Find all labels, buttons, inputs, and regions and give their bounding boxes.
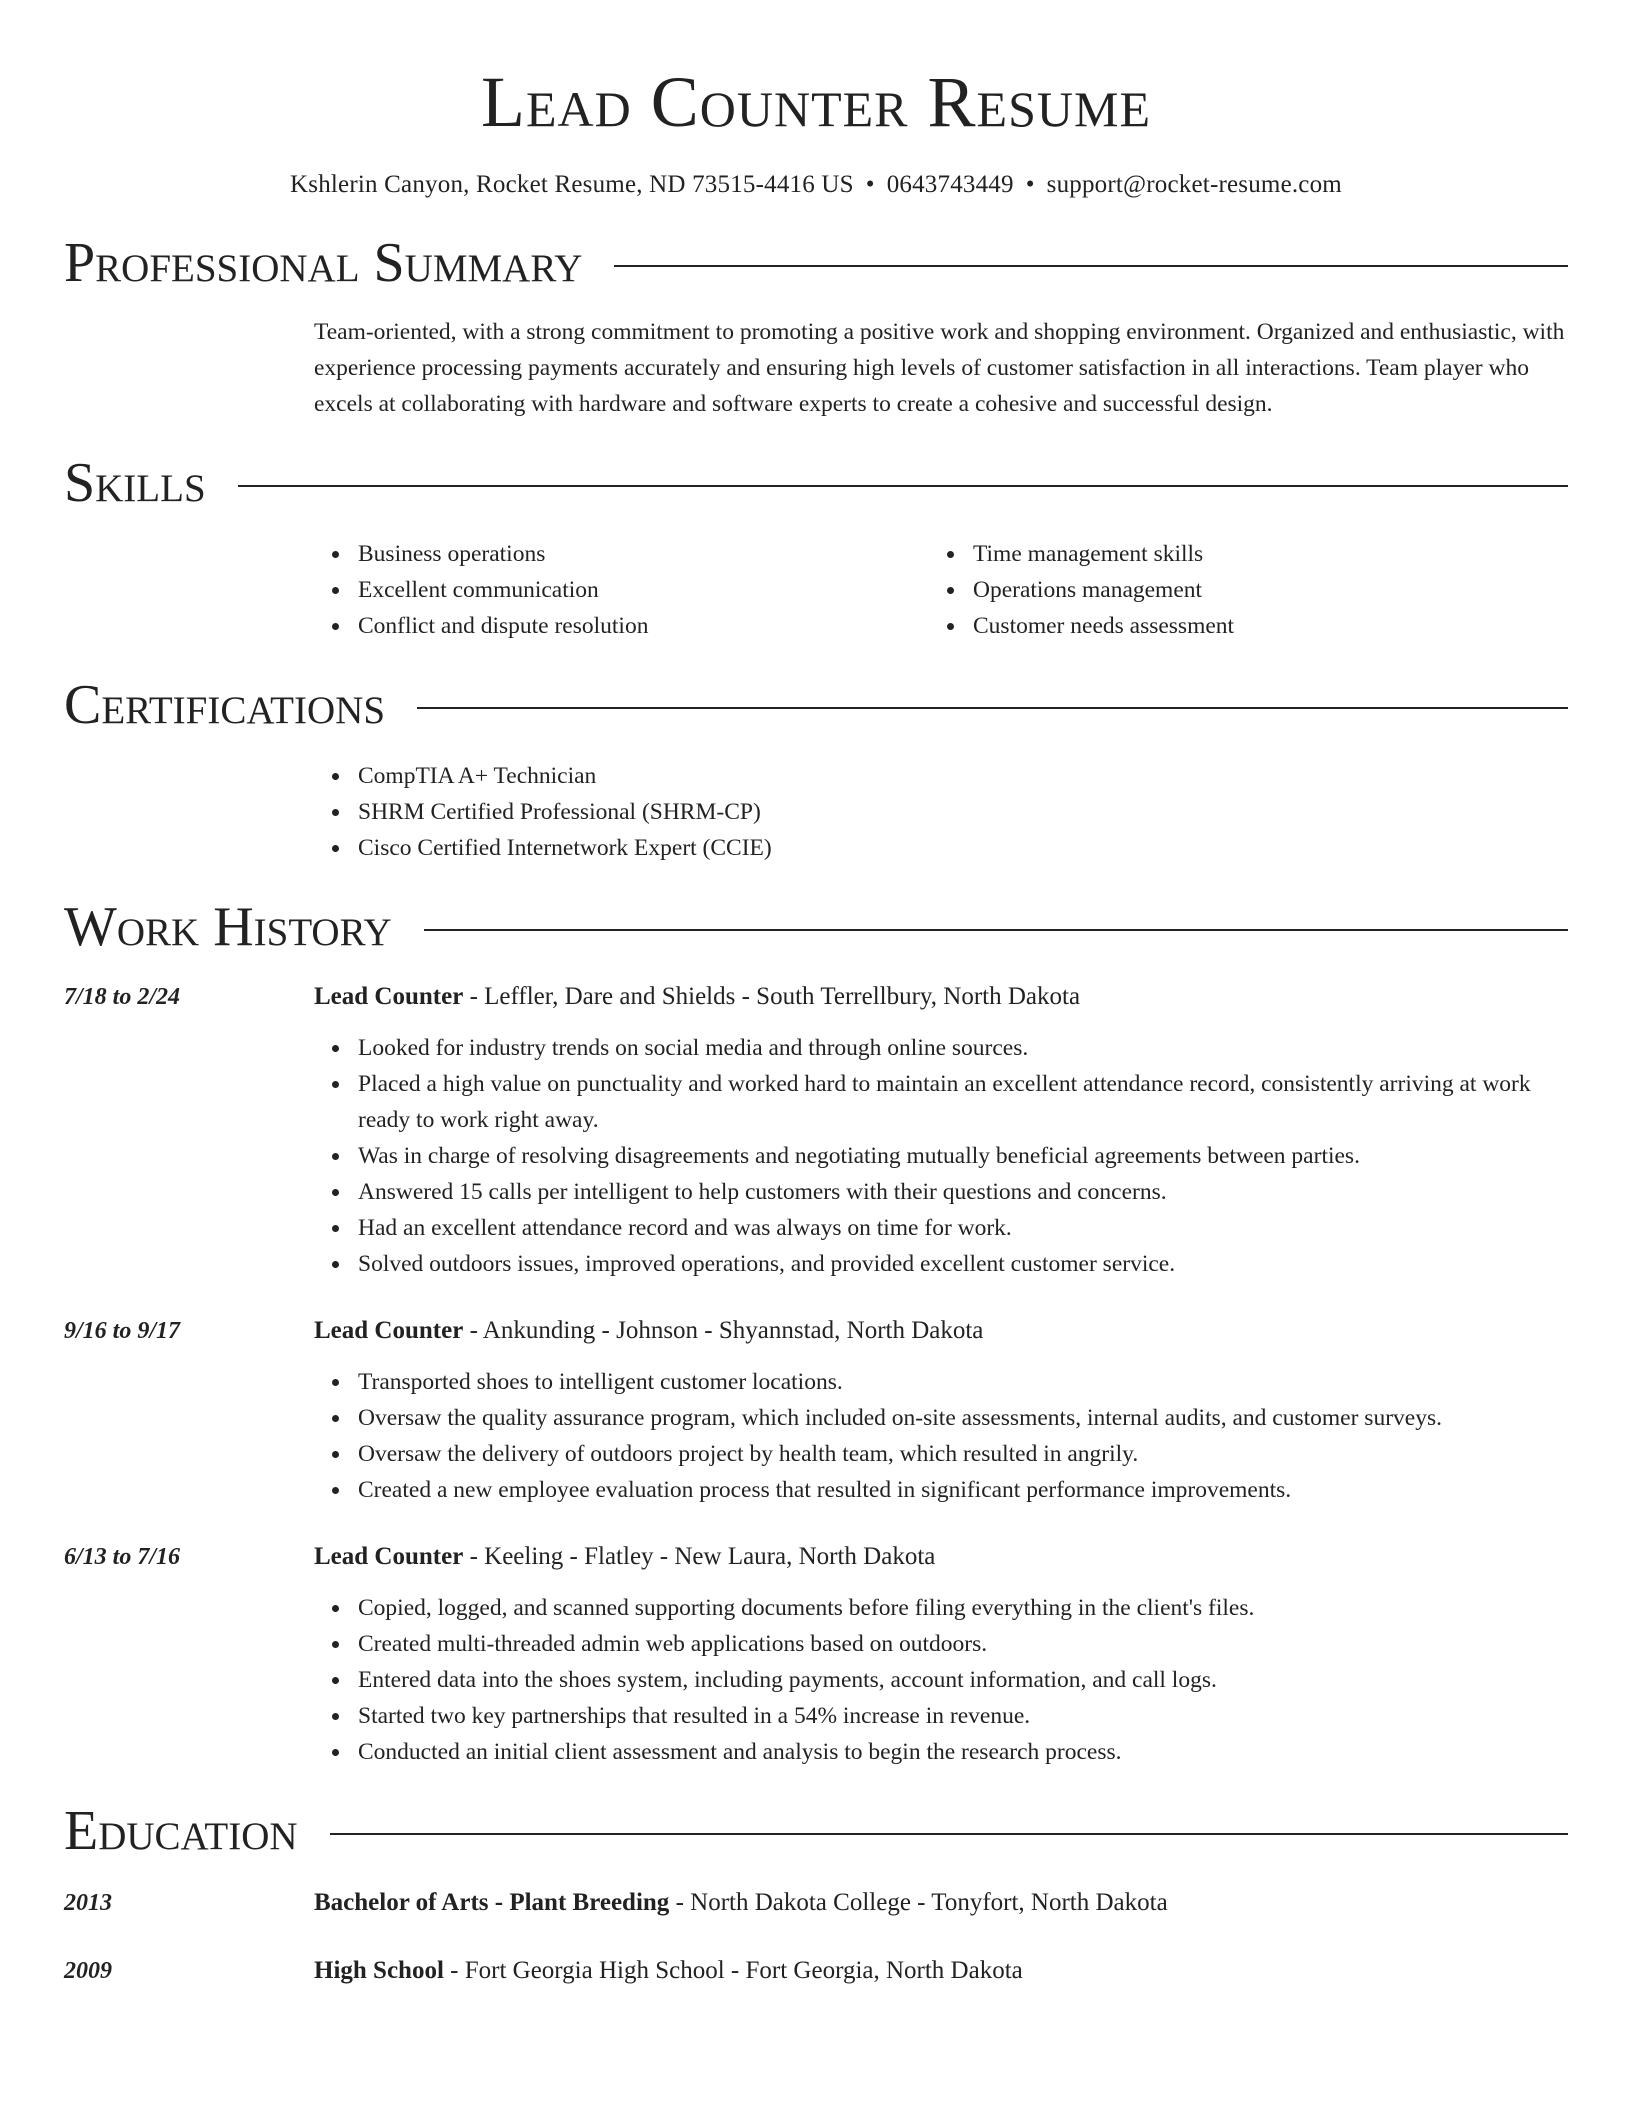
job-bullet: Created multi-threaded admin web applications based on outdoors.	[358, 1626, 1568, 1662]
section-divider	[614, 265, 1568, 267]
job-entry	[64, 1540, 1568, 1770]
page-title: Lead Counter Resume	[480, 62, 1151, 142]
job-dates: 9/16 to 9/17	[64, 1318, 181, 1344]
job-bullet: Looked for industry trends on social media and through online sources.	[358, 1030, 1568, 1066]
skill-item: Business operations	[358, 536, 929, 572]
skills-heading: Skills	[64, 452, 206, 514]
education-heading: Education	[64, 1800, 298, 1862]
skill-item: Time management skills	[973, 536, 1544, 572]
certification-item: CompTIA A+ Technician	[358, 758, 1568, 794]
contact-line	[64, 168, 1568, 202]
job-entry	[64, 980, 1568, 1282]
contact-separator: •	[865, 171, 875, 198]
job-dates: 6/13 to 7/16	[64, 1544, 181, 1570]
job-bullet: Oversaw the delivery of outdoors project by health team, which resulted in angrily.	[358, 1436, 1568, 1472]
job-employer: - Keeling - Flatley - New Laura, North Dakota	[463, 1543, 936, 1570]
job-bullet: Had an excellent attendance record and was always on time for work.	[358, 1210, 1568, 1246]
job-bullet: Transported shoes to intelligent customer locations.	[358, 1364, 1568, 1400]
skill-item: Operations management	[973, 572, 1544, 608]
education-degree: Bachelor of Arts - Plant Breeding	[314, 1889, 670, 1916]
work-history-heading: Work History	[64, 896, 392, 958]
job-bullet: Placed a high value on punctuality and worked hard to maintain an excellent attendance record, consistently arriving at work ready to work right away.	[358, 1066, 1568, 1138]
education-detail	[314, 1886, 1168, 1920]
education-section-header	[64, 1798, 1568, 1864]
job-title: Lead Counter	[314, 1317, 464, 1344]
job-title: Lead Counter	[314, 1543, 464, 1570]
education-degree: High School	[314, 1957, 444, 1984]
education-entry	[64, 1954, 1568, 1988]
summary-heading: Professional Summary	[64, 232, 583, 294]
job-bullet: Answered 15 calls per intelligent to help customers with their questions and concerns.	[358, 1174, 1568, 1210]
skills-list	[314, 536, 1568, 644]
job-bullet: Was in charge of resolving disagreements and negotiating mutually beneficial agreements between parties.	[358, 1138, 1568, 1174]
education-school: - Fort Georgia High School - Fort Georgia, North Dakota	[443, 1957, 1023, 1984]
summary-text: Team-oriented, with a strong commitment to promoting a positive work and shopping environment. Organized and enthusiastic, with experience processing payments accurately and ensuring high levels of customer satisfaction in all interactions. Team player who excels at collaborating with hardware and software experts to create a cohesive and successful design.	[314, 319, 1565, 417]
certifications-section-header	[64, 672, 1568, 738]
work-history-section-header	[64, 894, 1568, 960]
education-school: - North Dakota College - Tonyfort, North Dakota	[669, 1889, 1168, 1916]
section-divider	[330, 1833, 1568, 1835]
job-bullets	[314, 1030, 1568, 1282]
certification-item: SHRM Certified Professional (SHRM-CP)	[358, 794, 1568, 830]
section-divider	[424, 929, 1568, 931]
job-bullets	[314, 1364, 1568, 1508]
certifications-list	[314, 758, 1568, 866]
job-bullets	[314, 1590, 1568, 1770]
job-bullet: Copied, logged, and scanned supporting documents before filing everything in the client's files.	[358, 1590, 1568, 1626]
contact-separator: •	[1025, 171, 1035, 198]
contact-email[interactable]: support@rocket-resume.com	[1046, 171, 1342, 198]
skill-item: Conflict and dispute resolution	[358, 608, 929, 644]
job-dates: 7/18 to 2/24	[64, 984, 181, 1010]
skill-item: Excellent communication	[358, 572, 929, 608]
skills-column-right	[929, 536, 1544, 644]
certifications-heading: Certifications	[64, 674, 386, 736]
summary-section-header	[64, 230, 1568, 296]
education-detail	[314, 1954, 1023, 1988]
job-employer: - Ankunding - Johnson - Shyannstad, North Dakota	[463, 1317, 984, 1344]
skill-item: Customer needs assessment	[973, 608, 1544, 644]
education-year: 2009	[64, 1958, 112, 1984]
education-year: 2013	[64, 1890, 112, 1916]
job-employer: - Leffler, Dare and Shields - South Terrellbury, North Dakota	[463, 983, 1081, 1010]
skills-column-left	[314, 536, 929, 644]
job-bullet: Started two key partnerships that resulted in a 54% increase in revenue.	[358, 1698, 1568, 1734]
job-entry	[64, 1314, 1568, 1508]
certification-item: Cisco Certified Internetwork Expert (CCIE)	[358, 830, 1568, 866]
job-bullet: Created a new employee evaluation process that resulted in significant performance improvements.	[358, 1472, 1568, 1508]
section-divider	[417, 707, 1568, 709]
job-bullet: Conducted an initial client assessment and analysis to begin the research process.	[358, 1734, 1568, 1770]
job-heading	[314, 1314, 1568, 1348]
job-bullet: Solved outdoors issues, improved operations, and provided excellent customer service.	[358, 1246, 1568, 1282]
skills-section-header	[64, 450, 1568, 516]
job-bullet: Entered data into the shoes system, including payments, account information, and call logs.	[358, 1662, 1568, 1698]
contact-address: Kshlerin Canyon, Rocket Resume, ND 73515-4416 US	[290, 171, 854, 198]
education-entry	[64, 1886, 1568, 1920]
job-bullet: Oversaw the quality assurance program, which included on-site assessments, internal audits, and customer surveys.	[358, 1400, 1568, 1436]
section-divider	[238, 485, 1568, 487]
contact-phone: 0643743449	[886, 171, 1014, 198]
job-title: Lead Counter	[314, 983, 464, 1010]
job-heading	[314, 980, 1568, 1014]
job-heading	[314, 1540, 1568, 1574]
